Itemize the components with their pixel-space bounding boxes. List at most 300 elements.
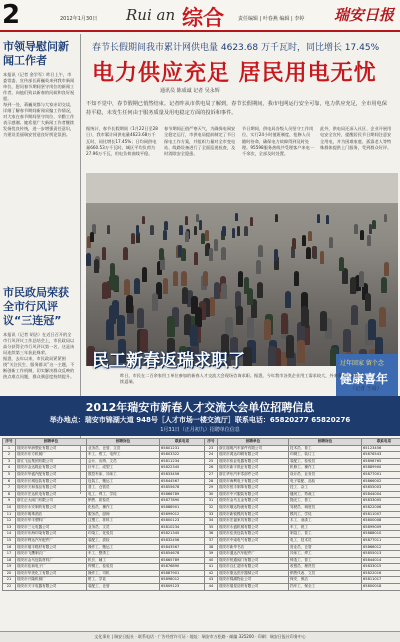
crowd-figure [181,248,185,261]
table-cell: 65866789 [160,491,205,498]
table-row [3,557,400,564]
crowd-figure [194,252,199,265]
col-header: 联系电话 [362,439,400,446]
table-cell: 瑞安市天宇电器有限公司 [16,584,87,591]
crowd-figure [351,305,358,324]
story-officials-visit [0,38,78,274]
table-cell: 业务员、仓管、文员 [87,445,160,452]
section-pinyin: Rui an [126,6,175,24]
table-cell: 收银员、理货员 [289,564,362,571]
table-cell: 27 [205,471,218,478]
table-cell: 28 [205,478,218,485]
table-cell: 7 [3,485,16,492]
table-cell: 65811234 [160,458,205,465]
crowd-figure [250,217,253,226]
table-cell: 印染工、化验员 [87,531,160,538]
table-cell: 瑞安市通达汽车配件厂 [218,551,289,558]
table-row [3,445,400,452]
crowd-figure [256,260,261,274]
table-row [3,511,400,518]
table-cell: 65898765 [362,458,400,465]
crowd-figure [235,213,238,221]
table-cell: 65800008 [362,518,400,525]
table-cell: 65855003 [362,485,400,492]
table-row [3,577,400,584]
crowd-figure [285,291,291,309]
table-cell: 车工、整烫工 [87,551,160,558]
table-row [3,452,400,459]
table-cell: 65811017 [362,577,400,584]
crowd-figure [343,329,351,351]
table-cell: 操作工、搬运工 [87,544,160,551]
crowd-figure [181,271,186,286]
table-row [3,504,400,511]
table-cell: 65855013 [362,551,400,558]
page-footer: 文化事业 | 瑞安日报社 · 联系电话 · 广告经营许可证 · 地址：瑞安市万松路 · 邮编 325200 · 印刷：瑞安日报社印务中心 [0,631,400,642]
table-cell: 65889900 [362,465,400,472]
crowd-figure [90,232,94,243]
lead-lede: 不知不觉中，春节假期已悄然结束。记者昨从市供电局了解到，春节长假期间，我市电网运行安全可靠，电力供应充足，全市用电保持平稳，未发生任何由于服务质量及用电稳定方面的投诉和事件。 [86,100,392,118]
crowd-figure [159,248,163,261]
table-cell: 瑞安市东方机械厂 [16,452,87,459]
table-cell: 瑞安市恒通阀门有限公司 [218,557,289,564]
table-cell: 会计、出纳、文员 [87,458,160,465]
crowd-figure [237,226,241,236]
table-cell: 瑞安市伟业电器有限公司 [218,458,289,465]
crowd-figure [317,214,320,223]
table-cell: 36 [205,531,218,538]
table-cell: 65887901 [160,570,205,577]
page-number: 2 [2,0,20,30]
crowd-figure [214,239,218,251]
table-cell: 65800123 [160,518,205,525]
table-cell: 浙江飞达集团有限公司 [16,458,87,465]
crowd-figure [384,262,389,276]
col-header: 招聘岗位 [87,439,160,446]
table-cell: 缝纫工、剪裁工 [289,491,362,498]
table-cell: 39 [205,551,218,558]
crowd-figure [244,277,250,293]
table-row [3,491,400,498]
table-cell: 65844567 [160,478,205,485]
table-cell: 43 [205,577,218,584]
table-cell: 16 [3,544,16,551]
table-cell: 32 [205,504,218,511]
table-row [3,564,400,571]
table-cell: 26 [205,465,218,472]
table-cell: 65888010 [362,531,400,538]
crowd-figure [301,306,308,326]
crowd-figure [365,293,371,311]
table-cell: 5 [3,471,16,478]
crowd-figure [221,283,227,300]
table-cell: 1 [3,445,16,452]
crowd-figure [247,317,254,338]
crowd-figure [275,214,278,222]
lead-byline: 通讯员 陈成诚 记者 吴永辉 [160,87,220,94]
crowd-figure [173,271,178,286]
table-cell: 印刷工、装订工 [289,452,362,459]
table-cell: 瑞安市新宇纸业有限公司 [218,465,289,472]
table-row [3,524,400,531]
table-cell: 42 [205,570,218,577]
table-cell: 19 [3,564,16,571]
lead-headline: 电力供应充足 居民用电无忧 [92,56,377,87]
table-cell: 6 [3,478,16,485]
crowd-figure [369,224,372,234]
table-cell: 瑞安市东海印染有限公司 [16,531,87,538]
crowd-figure [359,271,365,286]
table-cell: 装配工、检验员 [289,458,362,465]
table-cell: 普工、仓管员 [87,485,160,492]
crowd-figure [152,293,158,311]
table-cell: 25 [205,458,218,465]
crowd-figure [201,233,205,244]
table-cell: 12 [3,518,16,525]
table-cell: 65877001 [362,471,400,478]
table-cell: 35 [205,524,218,531]
crowd-figure [306,247,310,259]
crowd-figure [205,230,209,240]
table-cell: 浙江正大阀门有限公司 [16,498,87,505]
story-title: 市领导慰问新闻工作者 [0,38,78,70]
table-cell: 注塑工、拌料工 [87,518,160,525]
crowd-figure [164,221,167,230]
table-cell: 瑞安市海利电子有限公司 [218,478,289,485]
table-cell: 65822006 [362,504,400,511]
col-header: 招聘单位 [218,439,289,446]
table-cell: 抛光工、普工 [289,498,362,505]
table-cell: 瑞安市利达汽车配件厂 [16,537,87,544]
table-cell: 9 [3,498,16,505]
table-row [3,485,400,492]
table-cell: 车工、铣工 [289,524,362,531]
crowd-figure [142,267,147,282]
table-cell: 3 [3,458,16,465]
page-header [0,0,400,32]
table-cell: 10 [3,504,16,511]
table-row [3,570,400,577]
crowd-figure [257,282,263,299]
table-cell: 服务员、厨师 [87,511,160,518]
table-cell: 瑞安市佳美包装有限公司 [218,531,289,538]
table-cell: 冲床工、焊工 [289,551,362,558]
table-cell: 瑞安市中南电气有限公司 [218,537,289,544]
crowd-figure [117,315,124,336]
table-cell: 22 [3,584,16,591]
table-cell: 电工、技术员 [289,537,362,544]
crowd-figure [94,259,99,273]
table-cell: 业务员、文员 [87,524,160,531]
photo-note: 昨日，市民在二百余家用工单位参加的新春人才交流大会现场咨询求职。据悉，今年我市各类企业用工需求较大，外来务工人员陆续返瑞。 [120,373,360,385]
table-cell: 驾驶员、调度员 [289,504,362,511]
table-cell: 65811007 [362,511,400,518]
table-cell: 瑞安市新锐模具有限公司 [218,511,289,518]
crowd-figure [190,325,198,347]
table-cell: 65821345 [160,531,205,538]
table-cell: 65833005 [362,498,400,505]
col-header: 序号 [3,439,16,446]
promo-line: 过年回家 留个念 [340,358,384,367]
table-cell: 15 [3,537,16,544]
table-cell: 瑞安市金马五金有限公司 [218,498,289,505]
crowd-figure [109,275,115,291]
table-cell: 瑞安市佳和电子厂 [16,564,87,571]
table-cell: 瑞安市华美化工有限公司 [16,570,87,577]
table-cell: 65801231 [160,445,205,452]
crowd-figure [205,244,209,256]
crowd-figure [264,319,272,340]
crowd-figure [308,231,312,242]
table-cell: 瑞安市瑞丰鞋材有限公司 [16,544,87,551]
table-cell: 14 [3,531,16,538]
table-cell: 模具工、学徒 [289,511,362,518]
table-cell: 装配工、质检 [87,537,160,544]
crowd-figure [312,246,316,258]
crowd-figure [209,248,214,261]
table-cell: 65876543 [362,452,400,459]
issue-date: 2012年1月30日 [60,15,97,22]
crowd-figure [258,245,262,257]
table-cell: 65854678 [160,551,205,558]
table-cell: 制袋工、普工 [289,531,362,538]
table-cell: 铸造工、普工 [289,557,362,564]
crowd-figure [222,226,226,236]
table-cell: 操作工、司机 [87,570,160,577]
table-cell: 65800018 [362,584,400,591]
table-cell: 65843567 [160,544,205,551]
crowd-figure [232,228,236,238]
table-cell: 瑞安市永盛机械有限公司 [218,524,289,531]
table-cell: 33 [205,511,218,518]
crowd-figure [106,319,114,340]
table-cell: 瑞安市恒丰制革有限公司 [218,485,289,492]
table-cell: 针车工、成型工 [87,465,160,472]
table-cell: 65877011 [362,537,400,544]
table-cell: 技术员、普工 [289,445,362,452]
crowd-figure [203,271,208,286]
table-row [3,551,400,558]
table-cell: 机长、辅工 [87,557,160,564]
table-cell: 瑞安市长城包装有限公司 [16,478,87,485]
table-row [3,458,400,465]
table-cell: 31 [205,498,218,505]
crowd-figure [136,225,140,235]
crowd-figure [126,295,133,313]
table-cell: 瑞安市宏福家具有限公司 [218,518,289,525]
crowd-figure [297,340,305,364]
table-cell: 4 [3,465,16,472]
table-cell: 瑞安市宏达机电有限公司 [16,491,87,498]
table-cell: 65803322 [160,452,205,459]
crowd-figure [360,230,364,240]
crowd-figure [381,277,387,293]
crowd-figure [274,249,279,262]
recruitment-banner [0,396,400,436]
table-cell: 38 [205,544,218,551]
crowd-figure [292,238,296,249]
table-cell: 65844014 [362,557,400,564]
crowd-figure [102,247,106,259]
table-cell: 29 [205,485,218,492]
recruitment-subtitle: 举办地点：瑞安市锦湖大道 948号［人才市场一楼交流厅］联系电话：65820277 65820276 [0,415,400,425]
crowd-figure [384,214,387,222]
table-cell: 17 [3,551,16,558]
crowd-figure [199,220,202,229]
table-cell: 瑞安市永安制药有限公司 [16,504,87,511]
body-column: 节日期间，供电局各级人员坚守工作岗位，实行24小时值班制度，抢修人员随时待命，确保电力故障得到及时处理。95598服务热线共受理客户来电一千余次，全部及时处置。 [242,126,314,170]
table-row [3,544,400,551]
crowd-figure [221,247,225,259]
crowd-figure [214,282,220,299]
table-cell: 34 [205,518,218,525]
crowd-figure [179,225,183,235]
table-cell: 65899012 [160,511,205,518]
table-cell: 设计员、业务员 [289,471,362,478]
table-cell: 挡车工、保全工 [289,584,362,591]
story-body: 本报讯（记者 金学军）昨日上午，市委常委、宣传部长蒋巍英来到我市新闻单位，慰问春节期间坚守岗位的新闻工作者，向他们致以新春的问候和良好祝愿。 每到一处，蒋巍英都与大家亲切交谈，详细了解春节期间新闻采编工作情况，对大家在春节期间坚守岗位、辛勤工作表示感谢。她希望广大新闻工作者继续发扬优良传统，进一步增强责任意识，为建设美丽瑞安营造良好舆论氛围。 [0,70,78,274]
recruitment-date-line: 1月31日（正月初九）招聘单位信息 [0,426,400,433]
crowd-figure [182,287,188,304]
crowd-figure [367,235,371,246]
table-cell: 瑞安市天和食品有限公司 [16,485,87,492]
table-cell: 65888901 [160,504,205,511]
recruitment-title: 2012年瑞安市新春人才交流大会单位招聘信息 [0,399,400,415]
table-cell: 65866002 [362,478,400,485]
table-cell: 数控车床、冲床工 [87,471,160,478]
table-row [3,465,400,472]
lead-kicker: 春节长假期间我市累计网供电量 4623.68 万千瓦时，同比增长 17.45% [92,40,379,53]
table-cell: 65865789 [160,557,205,564]
table-cell: 65898012 [160,577,205,584]
table-cell: 焊锡工、检验员 [87,564,160,571]
promo-title: 健康喜年 [340,370,388,387]
table-cell: 瑞安市瑞星纺织有限公司 [218,584,289,591]
table-cell: 65822016 [362,570,400,577]
table-row [3,584,400,591]
crowd-figure [320,311,327,331]
table-cell: 瑞安市锦湖物业公司 [218,577,289,584]
crowd-figure [286,335,294,358]
table-cell: 65833456 [160,471,205,478]
crowd-figure [294,271,299,286]
table-cell: 8 [3,491,16,498]
table-cell: 装配工、仓管 [87,584,160,591]
table-cell: 21 [3,577,16,584]
masthead-logo: 瑞安日报 [334,4,394,25]
crowd-figure [244,226,248,236]
lead-body [86,126,392,170]
photo-ceiling [86,173,398,203]
col-header: 招聘单位 [16,439,87,446]
job-fair-photo [86,173,398,366]
crowd-figure [350,277,356,293]
table-cell: 瑞安市兴隆机械厂 [16,577,87,584]
table-cell: 车工、钳工、电焊工 [87,452,160,459]
table-row [3,471,400,478]
crowd-figure [86,253,91,266]
table-cell: 65810234 [160,524,205,531]
table-cell: 浙江华东汽车零部件公司 [218,471,289,478]
crowd-figure [372,220,375,229]
crowd-figure [150,225,154,235]
crowd-figure [379,307,386,327]
crowd-figure [236,306,243,326]
table-row [3,478,400,485]
table-cell: 浙江瑞明汽车部件有限公司 [218,445,289,452]
table-cell: 2 [3,452,16,459]
crowd-figure [329,237,333,248]
table-cell: 化验员、操作工 [87,504,160,511]
table-row [3,531,400,538]
table-cell: 瑞安市百汇超市有限公司 [218,564,289,571]
crowd-figure [163,230,167,240]
table-cell: 瑞安市顺达物流有限公司 [218,504,289,511]
table-cell: 瑞安市金达鞋业有限公司 [16,465,87,472]
crowd-figure [185,231,189,242]
body-column: 据统计，春节长假期间（1月22日至28日），我市累计网供电量4623.68万千瓦时，同比增长17.45%；日均网供电量660.53万千瓦时。城区平均负荷为27.96万千瓦，用电负荷曲线平稳。 [86,126,158,170]
table-cell: 瑞安市金马包装材料厂 [16,557,87,564]
table-cell: 65876890 [160,564,205,571]
table-row [3,518,400,525]
crowd-figure [107,225,110,235]
table-cell: 44 [205,584,218,591]
photo-credit: （记者 王晨） [350,385,382,392]
table-row [3,537,400,544]
col-header: 招聘岗位 [289,439,362,446]
table-cell: 13 [3,524,16,531]
table-header-row [3,439,400,446]
table-cell: 37 [205,537,218,544]
table-cell: 65844004 [362,491,400,498]
table-cell: 24 [205,452,218,459]
crowd-figure [194,226,198,236]
table-cell: 瑞安市华丰塑料厂 [16,518,87,525]
table-cell: 11 [3,511,16,518]
table-cell: 65866012 [362,544,400,551]
table-cell: 20 [3,570,16,577]
table-cell: 瑞安市中兴服装有限公司 [218,491,289,498]
table-cell: 65899009 [362,524,400,531]
photo-caption-headline: 民工新春返瑞求职了 [92,346,245,371]
crowd-figure [134,278,140,294]
story-title: 市民政局荣获全市行风评议“三连冠” [0,284,78,330]
crowd-figure [123,247,127,260]
body-column: 春节期间正值严寒天气，为确保电网安全稳定运行，市供电局提前制定了节日保电工作方案，并组织力量对全市变电站、线路设备进行了全面巡视检查，及时消除安全隐患。 [164,126,236,170]
table-cell: 机修工、操作工 [289,465,362,472]
table-cell: 销售、质检员 [87,498,160,505]
crowd-figure [302,235,306,246]
crowd-figure [163,278,169,294]
col-header: 联系电话 [160,439,205,446]
crowd-figure [137,308,144,328]
crowd-figure [342,268,347,283]
table-cell: 瑞安市康达医疗器械公司 [218,570,289,577]
table-cell: 瑞安市飞鹰制衣厂 [16,551,87,558]
table-cell: 营业员、仓管 [289,544,362,551]
table-cell: 保安、保洁 [289,577,362,584]
table-cell: 65123456 [362,445,400,452]
crowd-figure [281,313,288,333]
table-cell: 41 [205,564,218,571]
crowd-figure [268,346,277,366]
crowd-figure [185,216,188,225]
body-column: 此外，供电局还深入社区、企业开展用电安全宣传，提醒居民节日期间注意安全用电，并为困难家庭、孤寡老人等特殊群体提供上门服务，受到群众好评。 [320,126,392,170]
crowd-figure [124,279,130,295]
crowd-figure [326,215,329,224]
table-cell: 电工、焊工、学徒 [87,491,160,498]
table-cell: 65855678 [160,485,205,492]
